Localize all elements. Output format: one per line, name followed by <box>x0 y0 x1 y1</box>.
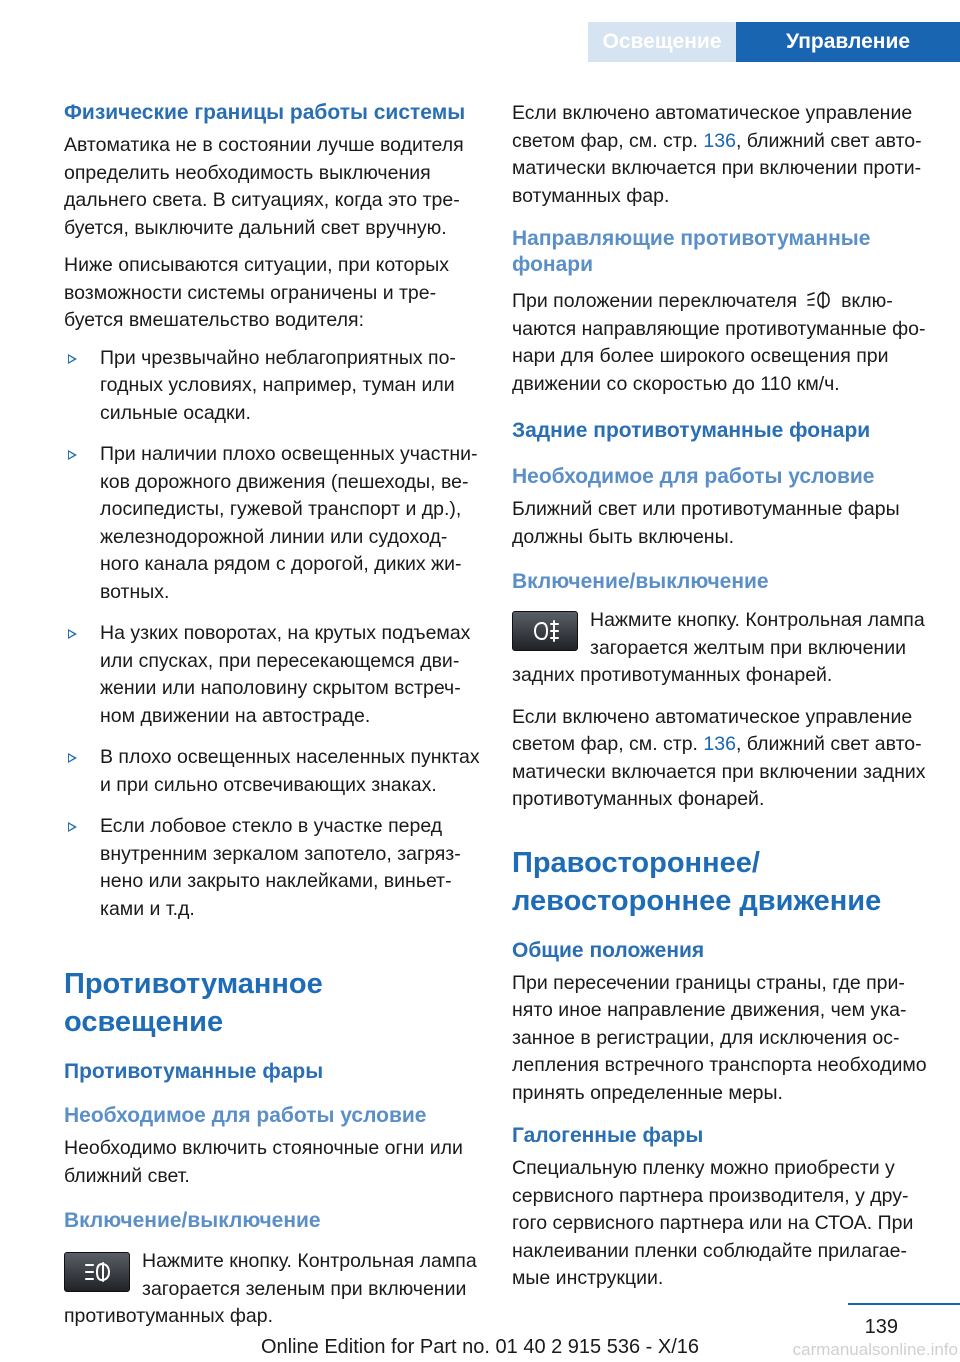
header-tab-controls: Управление <box>736 22 960 62</box>
heading-fog-onoff: Включение/выключение <box>64 1209 321 1232</box>
list-item <box>64 345 484 428</box>
rear-fog-button-icon <box>512 611 578 651</box>
heading-traffic-side: Правостороннее/ левостороннее движение <box>512 846 882 917</box>
paragraph-auto-2-text: Если включено автоматическое управление светом фар, см. стр. <box>512 705 913 755</box>
paragraph-auto-1-text: Если включено автоматическое управление светом фар, см. стр. <box>512 102 913 152</box>
paragraph-auto-1-text-cont: , ближний свет авто-матически включается при включении проти-вотуманных фар. <box>512 129 922 207</box>
paragraph-cornering-text-cont: вклю-чаются направляющие противотуманные фо-нари для более широкого освещения при движении со скоростью до 110 км/ч. <box>512 290 926 395</box>
footer-edition: Online Edition for Part no. 01 40 2 915 536 - X/16 <box>260 1336 700 1358</box>
list-item-text: На узких поворотах, на крутых подъемах или спусках, при пересекающемся дви-жении или наполовину скрытом встреч-ном движении на автостраде. <box>100 622 471 727</box>
header-bar <box>0 0 960 62</box>
triangle-bullet-icon <box>68 822 77 832</box>
list-item-text: При наличии плохо освещенных участни-ков дорожного движения (пешеходы, ве-лосипедисты, гужевой транспорт и др.), железнодорожной линии или судоход-ного канала рядом с дорогой, диких жи-вотных. <box>100 443 478 603</box>
list-item-text: Если лобовое стекло в участке перед внутренним зеркалом запотело, загряз-нено или закрыто наклейками, виньет-ками и т.д. <box>100 815 461 920</box>
heading-halogen: Галогенные фары <box>512 1124 704 1147</box>
paragraph-auto-2-text-cont: , ближний свет авто-матически включается при включении задних противотуманных фонарей. <box>512 733 926 810</box>
paragraph-cornering-text: При положении переключателя <box>512 290 798 312</box>
footer-rule <box>848 1303 960 1305</box>
page-link-136[interactable]: 136 <box>703 129 736 152</box>
heading-cornering-lamps: Направляющие противотуманные фонари <box>512 227 871 276</box>
front-fog-button-text-cont: противотуманных фар. <box>64 1305 274 1327</box>
heading-fog-requirement: Необходимое для работы условие <box>64 1104 427 1127</box>
paragraph-limits-2: Ниже описываются ситуации, при которых возможности системы ограничены и тре-буется вмешательство водителя: <box>64 254 449 331</box>
triangle-bullet-icon <box>68 629 77 639</box>
front-fog-button-icon <box>64 1252 130 1292</box>
heading-rear-onoff: Включение/выключение <box>512 570 769 593</box>
right-column <box>512 100 930 1303</box>
header-tab-lighting: Освещение <box>588 22 736 62</box>
rear-fog-button-block <box>512 607 930 690</box>
rear-fog-button-text: Нажмите кнопку. Контрольная лампа загорается желтым при включении <box>590 609 925 659</box>
heading-rear-requirement: Необходимое для работы условие <box>512 465 875 488</box>
paragraph-cornering <box>512 288 930 398</box>
rear-fog-button-text-cont: задних противотуманных фонарей. <box>512 664 833 686</box>
list-item <box>64 813 484 923</box>
paragraph-fog-requirement: Необходимо включить стояночные огни или ближний свет. <box>64 1137 463 1187</box>
triangle-bullet-icon <box>68 354 77 364</box>
paragraph-auto-2 <box>512 704 930 814</box>
list-item <box>64 441 484 606</box>
heading-rear-fog: Задние противотуманные фонари <box>512 419 871 442</box>
paragraph-limits-1: Автоматика не в состоянии лучше водителя определить необходимость выключения дальнего света. В ситуациях, когда это тре-буется, выключите дальний свет вручную. <box>64 134 464 239</box>
triangle-bullet-icon <box>68 450 77 460</box>
watermark: carmanualsonline.info <box>792 1340 958 1359</box>
limits-list <box>64 345 484 924</box>
front-fog-button-block <box>64 1248 484 1331</box>
triangle-bullet-icon <box>68 753 77 763</box>
paragraph-halogen: Специальную пленку можно приобрести у сервисного партнера производителя, у дру-гого сервисного партнера или на СТОА. При наклеивании пленки соблюдайте прилагае-мые инструкции. <box>512 1157 914 1289</box>
front-fog-button-text: Нажмите кнопку. Контрольная лампа загорается зеленым при включении <box>142 1250 477 1300</box>
list-item <box>64 744 484 799</box>
paragraph-rear-requirement: Ближний свет или противотуманные фары должны быть включены. <box>512 498 900 548</box>
heading-system-limits: Физические границы работы системы <box>64 101 466 124</box>
heading-fog-lighting: Противотуманное освещение <box>64 968 323 1038</box>
list-item-text: В плохо освещенных населенных пунктах и при сильно отсвечивающих знаках. <box>100 746 480 796</box>
page-link-136[interactable]: 136 <box>703 733 736 755</box>
page-number: 139 <box>864 1316 898 1338</box>
heading-general: Общие положения <box>512 938 705 962</box>
cornering-light-icon <box>807 290 831 310</box>
list-item <box>64 620 484 730</box>
heading-fog-lamps: Противотуманные фары <box>64 1060 324 1083</box>
paragraph-auto-1 <box>512 100 930 210</box>
list-item-text: При чрезвычайно неблагоприятных по-годных условиях, например, туман или сильные осадки. <box>100 346 456 424</box>
left-column <box>64 100 484 1331</box>
paragraph-general: При пересечении границы страны, где при-нято иное направление движения, чем ука-занное в регистрации, для исключения ос-лепления встречного транспорта необходимо принять определенные меры. <box>512 971 927 1104</box>
